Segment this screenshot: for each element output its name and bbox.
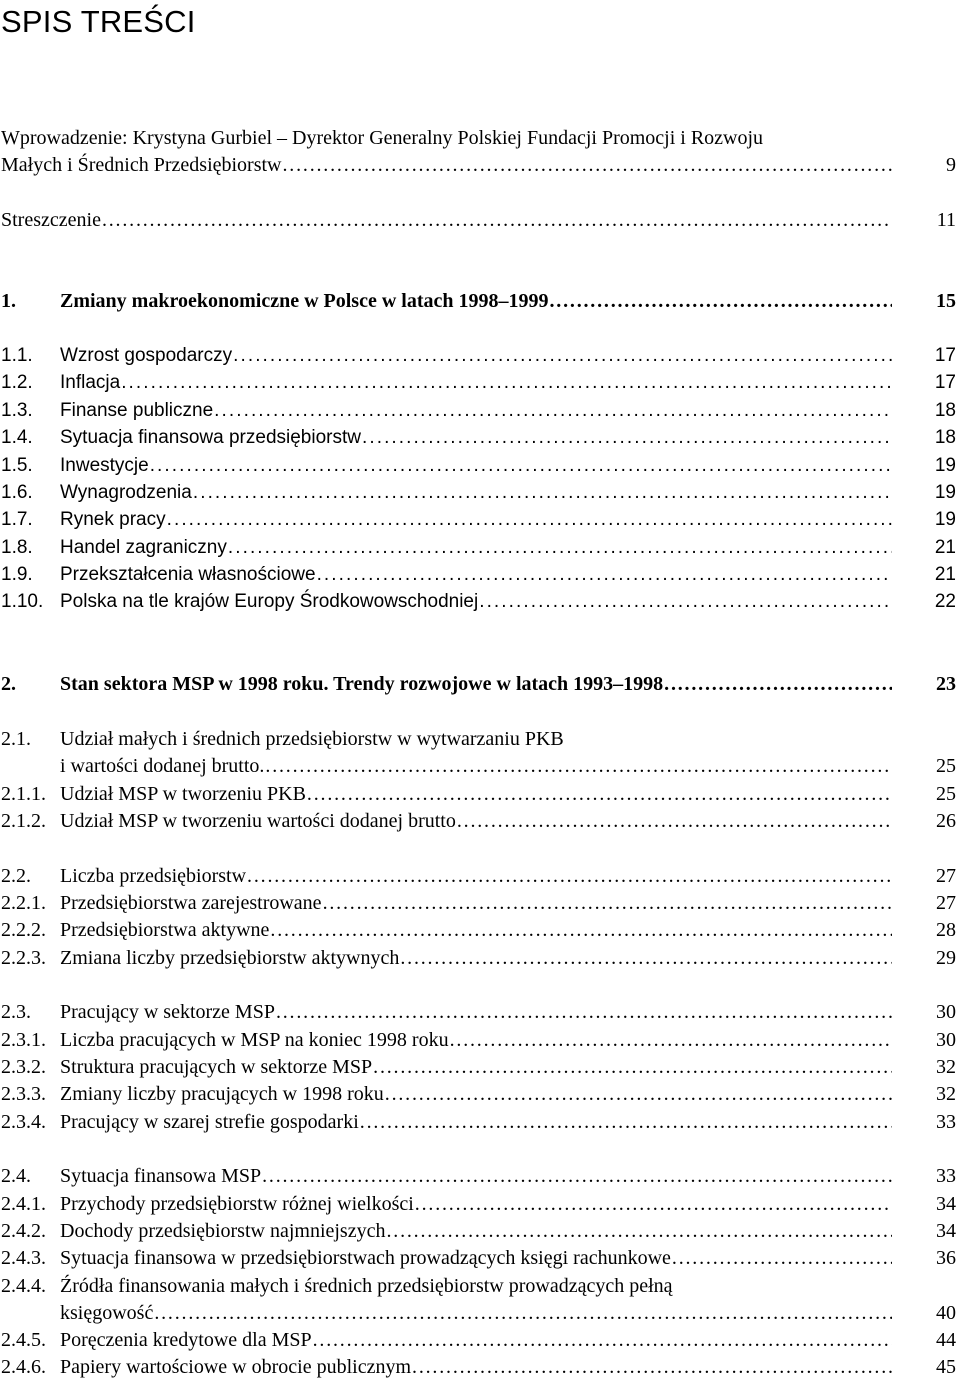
- toc-page-number: 25: [936, 755, 956, 777]
- toc-leader: [60, 588, 892, 616]
- toc-page-number: 18: [934, 400, 956, 421]
- toc-leader: [60, 862, 892, 890]
- toc-entry-title: Dochody przedsiębiorstw najmniejszych: [60, 1220, 386, 1242]
- toc-entry-title: Sytuacja finansowa przedsiębiorstw: [60, 427, 361, 448]
- toc-page-number: 9: [946, 154, 956, 176]
- toc-entry-title: Polska na tle krajów Europy Środkowowschodniej: [60, 591, 479, 612]
- toc-page-number: 27: [936, 892, 956, 914]
- toc-entry-title: Zmiany makroekonomiczne w Polsce w latach 1998–1999: [60, 290, 549, 312]
- toc-leader: [60, 998, 892, 1026]
- toc-entry-1-10[interactable]: [0, 588, 960, 616]
- toc-entry-number: 2.1.: [1, 728, 31, 750]
- toc-chapter-2[interactable]: [0, 670, 960, 698]
- toc-entry-number: 2.: [1, 673, 16, 695]
- toc-page-number: 40: [936, 1302, 956, 1324]
- toc-entry-2-2-1[interactable]: [0, 889, 960, 917]
- toc-leader: [60, 1217, 892, 1245]
- toc-entry-number: 2.2.1.: [1, 892, 46, 914]
- toc-page-number: 29: [936, 947, 956, 969]
- toc-page-number: 17: [934, 345, 956, 366]
- toc-entry-title: Inwestycje: [60, 455, 149, 476]
- toc-entry-2-1-1[interactable]: [0, 780, 960, 808]
- toc-entry-number: 1.4.: [1, 427, 33, 448]
- toc-entry-title: Streszczenie: [1, 209, 101, 231]
- toc-entry-2-2[interactable]: [0, 862, 960, 890]
- toc-entry-number: 2.3.: [1, 1001, 31, 1023]
- toc-leader: [60, 1299, 892, 1327]
- toc-leader: [60, 287, 892, 315]
- toc-leader: [60, 889, 892, 917]
- toc-entry-number: 1.3.: [1, 400, 33, 421]
- toc-entry-title: Przekształcenia własnościowe: [60, 564, 316, 585]
- toc-entry-title: i wartości dodanej brutto.: [60, 755, 265, 777]
- toc-entry-title: Liczba przedsiębiorstw: [60, 865, 247, 887]
- toc-page-number: 30: [936, 1001, 956, 1023]
- toc-entry-number: 1.: [1, 290, 16, 312]
- toc-leader: [60, 1053, 892, 1081]
- toc-entry-title: księgowość: [60, 1302, 154, 1324]
- toc-leader: [60, 752, 892, 780]
- toc-leader: [60, 944, 892, 972]
- toc-page-number: 34: [936, 1220, 956, 1242]
- toc-leader: [1, 151, 892, 179]
- toc-entry-2-1-line1[interactable]: [0, 725, 960, 753]
- toc-entry-title: Liczba pracujących w MSP na koniec 1998 roku: [60, 1029, 449, 1051]
- toc-leader: [60, 506, 892, 534]
- toc-entry-title: Źródła finansowania małych i średnich przedsiębiorstw prowadzących pełną: [60, 1275, 673, 1297]
- toc-entry-number: 2.3.3.: [1, 1083, 46, 1105]
- toc-leader: [60, 916, 892, 944]
- toc-entry-number: 2.4.5.: [1, 1329, 46, 1351]
- toc-page-number: 28: [936, 919, 956, 941]
- toc-page-number: 33: [936, 1111, 956, 1133]
- toc-entry-2-4-4-line1[interactable]: [0, 1272, 960, 1300]
- toc-entry-number: 1.9.: [1, 564, 33, 585]
- toc-entry-title: Sytuacja finansowa w przedsiębiorstwach prowadzących księgi rachunkowe: [60, 1247, 671, 1269]
- toc-leader: [60, 1244, 892, 1272]
- toc-leader: [1, 206, 892, 234]
- toc-entry-1-6[interactable]: [0, 479, 960, 507]
- toc-entry-number: 2.4.4.: [1, 1275, 46, 1297]
- toc-page-number: 45: [936, 1356, 956, 1378]
- toc-entry-title: Finanse publiczne: [60, 400, 214, 421]
- toc-entry-2-4-2[interactable]: [0, 1217, 960, 1245]
- toc-entry-title: Wprowadzenie: Krystyna Gurbiel – Dyrektor Generalny Polskiej Fundacji Promocji i Rozwoju: [1, 127, 764, 149]
- toc-entry-2-2-2[interactable]: [0, 916, 960, 944]
- toc-entry-title: Papiery wartościowe w obrocie publicznym: [60, 1356, 412, 1378]
- toc-entry-1-8[interactable]: [0, 534, 960, 562]
- toc-entry-2-3-3[interactable]: [0, 1080, 960, 1108]
- toc-entry-title: Wzrost gospodarczy: [60, 345, 233, 366]
- toc-leader: [60, 1326, 892, 1354]
- toc-entry-title: Pracujący w sektorze MSP: [60, 1001, 275, 1023]
- toc-entry-title: Struktura pracujących w sektorze MSP: [60, 1056, 373, 1078]
- toc-leader: [60, 479, 892, 507]
- toc-entry-2-4[interactable]: [0, 1162, 960, 1190]
- toc-page-number: 36: [936, 1247, 956, 1269]
- toc-leader: [60, 1108, 892, 1136]
- toc-page-number: 21: [934, 537, 956, 558]
- toc-page-number: 21: [934, 564, 956, 585]
- toc-entry-title: Małych i Średnich Przedsiębiorstw: [1, 154, 282, 176]
- toc-leader: [60, 534, 892, 562]
- toc-entry-number: 2.4.2.: [1, 1220, 46, 1242]
- toc-entry-2-4-6[interactable]: [0, 1353, 960, 1381]
- toc-entry-2-2-3[interactable]: [0, 944, 960, 972]
- toc-leader: [60, 780, 892, 808]
- toc-entry-title: Wynagrodzenia: [60, 482, 192, 503]
- toc-entry-title: Handel zagraniczny: [60, 537, 227, 558]
- toc-page-number: 22: [934, 591, 956, 612]
- toc-entry-number: 2.2.2.: [1, 919, 46, 941]
- toc-page-number: 19: [934, 455, 956, 476]
- toc-entry-number: 1.10.: [1, 591, 44, 612]
- toc-leader: [60, 397, 892, 425]
- toc-entry-number: 2.4.: [1, 1165, 31, 1187]
- toc-entry-title: Udział MSP w tworzeniu PKB: [60, 783, 306, 805]
- toc-entry-number: 2.2.3.: [1, 947, 46, 969]
- toc-page-number: 23: [936, 673, 956, 695]
- toc-entry-2-4-5[interactable]: [0, 1326, 960, 1354]
- toc-entry-2-4-3[interactable]: [0, 1244, 960, 1272]
- toc-leader: [60, 452, 892, 480]
- toc-page-number: 19: [934, 509, 956, 530]
- toc-page-number: 25: [936, 783, 956, 805]
- toc-page-number: 30: [936, 1029, 956, 1051]
- toc-leader: [60, 1353, 892, 1381]
- page-title: SPIS TREŚCI: [1, 4, 196, 39]
- toc-page-number: 32: [936, 1083, 956, 1105]
- toc-entry-2-1-2[interactable]: [0, 807, 960, 835]
- toc-page-number: 19: [934, 482, 956, 503]
- toc-entry-title: Pracujący w szarej strefie gospodarki: [60, 1111, 359, 1133]
- toc-page-number: 18: [934, 427, 956, 448]
- toc-entry-summary[interactable]: [0, 206, 960, 234]
- toc-entry-1-2[interactable]: [0, 369, 960, 397]
- toc-entry-number: 1.5.: [1, 455, 33, 476]
- toc-entry-2-3-1[interactable]: [0, 1026, 960, 1054]
- toc-page-number: 26: [936, 810, 956, 832]
- toc-entry-number: 1.8.: [1, 537, 33, 558]
- toc-entry-title: Zmiany liczby pracujących w 1998 roku: [60, 1083, 384, 1105]
- toc-entry-number: 2.1.2.: [1, 810, 46, 832]
- toc-page-number: 33: [936, 1165, 956, 1187]
- toc-entry-1-4[interactable]: [0, 424, 960, 452]
- toc-entry-2-3-2[interactable]: [0, 1053, 960, 1081]
- toc-entry-title: Zmiana liczby przedsiębiorstw aktywnych: [60, 947, 400, 969]
- toc-entry-intro[interactable]: [0, 151, 960, 179]
- toc-entry-number: 1.2.: [1, 372, 33, 393]
- toc-entry-title: Sytuacja finansowa MSP: [60, 1165, 262, 1187]
- toc-entry-intro-line1: [0, 124, 960, 152]
- toc-entry-2-4-4[interactable]: [0, 1299, 960, 1327]
- toc-page-number: 34: [936, 1193, 956, 1215]
- toc-entry-title: Udział małych i średnich przedsiębiorstw w wytwarzaniu PKB: [60, 728, 564, 750]
- toc-leader: [60, 1080, 892, 1108]
- toc-leader: [60, 1162, 892, 1190]
- toc-leader: [60, 369, 892, 397]
- toc-page-number: 15: [936, 290, 956, 312]
- toc-entry-number: 2.3.4.: [1, 1111, 46, 1133]
- toc-entry-1-9[interactable]: [0, 561, 960, 589]
- toc-entry-1-1[interactable]: [0, 342, 960, 370]
- toc-leader: [60, 1026, 892, 1054]
- toc-page-number: 17: [934, 372, 956, 393]
- toc-leader: [60, 424, 892, 452]
- toc-entry-title: Poręczenia kredytowe dla MSP: [60, 1329, 312, 1351]
- toc-entry-number: 2.4.6.: [1, 1356, 46, 1378]
- toc-page-number: 32: [936, 1056, 956, 1078]
- toc-entry-number: 2.2.: [1, 865, 31, 887]
- toc-leader: [60, 1190, 892, 1218]
- toc-leader: [60, 670, 892, 698]
- toc-entry-title: Przychody przedsiębiorstw różnej wielkości: [60, 1193, 414, 1215]
- toc-entry-number: 2.3.2.: [1, 1056, 46, 1078]
- toc-page-number: 44: [936, 1329, 956, 1351]
- toc-entry-1-5[interactable]: [0, 452, 960, 480]
- toc-leader: [60, 807, 892, 835]
- toc-entry-title: Rynek pracy: [60, 509, 166, 530]
- toc-page-number: 27: [936, 865, 956, 887]
- toc-entry-1-3[interactable]: [0, 397, 960, 425]
- toc-entry-title: Udział MSP w tworzeniu wartości dodanej brutto: [60, 810, 456, 832]
- toc-entry-title: Przedsiębiorstwa aktywne: [60, 919, 270, 941]
- toc-entry-number: 2.4.1.: [1, 1193, 46, 1215]
- toc-entry-number: 1.7.: [1, 509, 33, 530]
- toc-leader: [60, 561, 892, 589]
- toc-entry-number: 2.4.3.: [1, 1247, 46, 1269]
- toc-entry-title: Inflacja: [60, 372, 121, 393]
- toc-entry-number: 1.1.: [1, 345, 33, 366]
- toc-entry-number: 2.1.1.: [1, 783, 46, 805]
- toc-entry-2-1[interactable]: [0, 752, 960, 780]
- toc-entry-2-3[interactable]: [0, 998, 960, 1026]
- toc-page-number: 11: [936, 209, 956, 231]
- toc-entry-1-7[interactable]: [0, 506, 960, 534]
- toc-leader: [60, 342, 892, 370]
- toc-entry-2-3-4[interactable]: [0, 1108, 960, 1136]
- toc-entry-2-4-1[interactable]: [0, 1190, 960, 1218]
- toc-entry-number: 2.3.1.: [1, 1029, 46, 1051]
- toc-entry-number: 1.6.: [1, 482, 33, 503]
- toc-entry-title: Przedsiębiorstwa zarejestrowane: [60, 892, 322, 914]
- toc-entry-title: Stan sektora MSP w 1998 roku. Trendy rozwojowe w latach 1993–1998: [60, 673, 664, 695]
- toc-chapter-1[interactable]: [0, 287, 960, 315]
